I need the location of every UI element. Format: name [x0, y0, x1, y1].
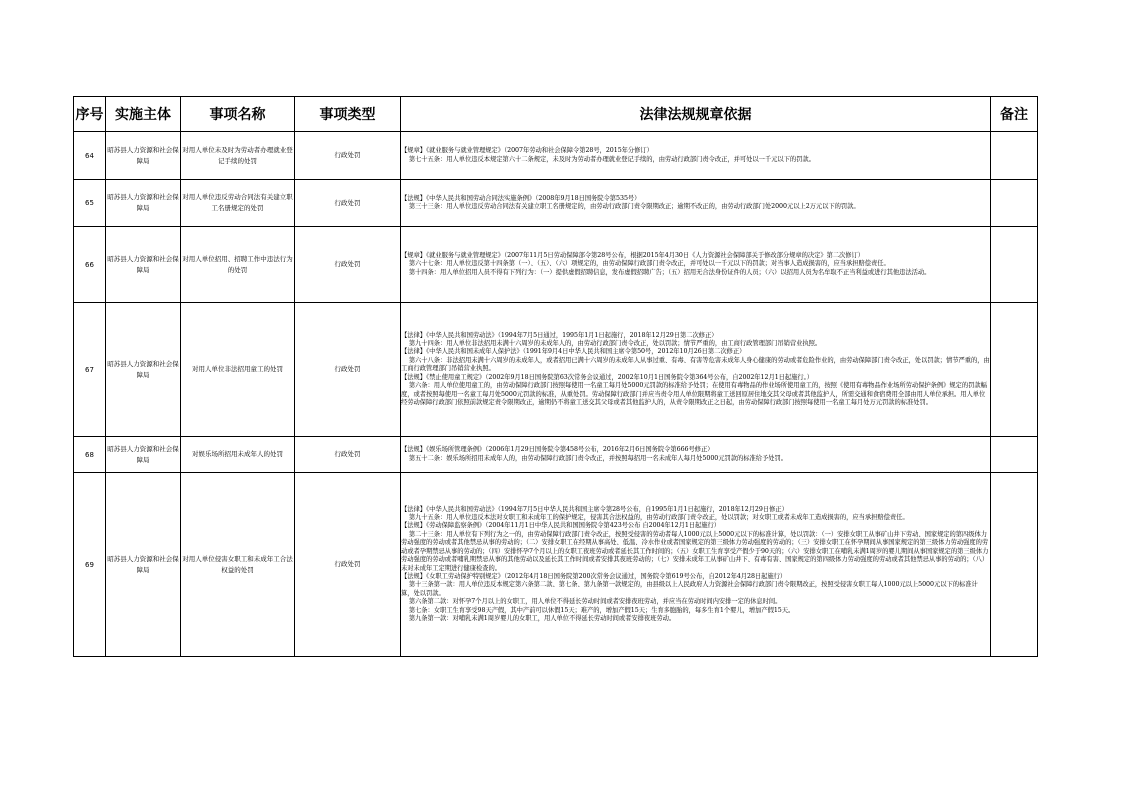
row-item-type: 行政处罚	[295, 303, 401, 437]
row-number: 65	[74, 180, 106, 227]
row-subject: 昭苏县人力资源和社会保障局	[106, 437, 181, 473]
row-item-name: 对用人单位招用、招聘工作中违法行为的处罚	[181, 227, 295, 303]
row-legal-basis: 【法律】《中华人民共和国劳动法》（1994年7月5日中华人民共和国主席令第28号公布，自1995年1月1日起施行，2018年12月29日修正） 第九十五条：用人单位违反本法对女职工和未成年工的保护规定，侵害其合法权益的，由劳动行政部门责令改正，处以罚款；对女职工或者未成年工造成损害的，应当承担赔偿责任。 【法规】《劳动保障监察条例》（2004年11月1日中华人民共和国国务院令第423号公布 自2004年12月1日起施行） 第二十三条：用人单位有下列行为之一的，由劳动保障行政部门责令改正，按照受侵害的劳动者每人1000元以上5000元以下的标准计算，处以罚款：（一）安排女职工从事矿山井下劳动、国家规定的第四级体力劳动强度的劳动或者其他禁忌从事的劳动的；（二）安排女职工在经期从事高处、低温、冷水作业或者国家规定的第三级体力劳动强度的劳动的；（三）安排女职工在怀孕期间从事国家规定的第三级体力劳动强度的劳动或者孕期禁忌从事的劳动的；（四）安排怀孕7个月以上的女职工夜班劳动或者延长其工作时间的；（五）女职工生育享受产假少于90天的；（六）安排女职工在哺乳未满1周岁的婴儿期间从事国家规定的第三级体力劳动强度的劳动或者哺乳期禁忌从事的其他劳动以及延长其工作时间或者安排其夜班劳动的；（七）安排未成年工从事矿山井下、有毒有害、国家规定的第四级体力劳动强度的劳动或者其他禁忌从事的劳动的；（八）未对未成年工定期进行健康检查的。 【法规】《女职工劳动保护特别规定》（2012年4月18日国务院第200次常务会议通过，国务院令第619号公布，自2012年4月28日起施行） 第十三条第一款：用人单位违反本规定第六条第二款、第七条、第九条第一款规定的，由县级以上人民政府人力资源社会保障行政部门责令限期改正，按照受侵害女职工每人1000元以上5000元以下的标准计算，处以罚款。 第六条第二款：对怀孕7个月以上的女职工，用人单位不得延长劳动时间或者安排夜班劳动，并应当在劳动时间内安排一定的休息时间。 第七条：女职工生育享受98天产假，其中产前可以休假15天；难产的，增加产假15天；生育多胞胎的，每多生育1个婴儿，增加产假15天。 第九条第一款：对哺乳未满1周岁婴儿的女职工，用人单位不得延长劳动时间或者安排夜班劳动。	[401, 473, 991, 657]
row-number: 69	[74, 473, 106, 657]
row-subject: 昭苏县人力资源和社会保障局	[106, 303, 181, 437]
row-subject: 昭苏县人力资源和社会保障局	[106, 227, 181, 303]
row-legal-basis: 【法规】《中华人民共和国劳动合同法实施条例》（2008年9月18日国务院令第535号） 第三十三条：用人单位违反劳动合同法有关建立职工名册规定的，由劳动行政部门责令限期改正；逾期不改正的，由劳动行政部门处2000元以上2万元以下的罚款。	[401, 180, 991, 227]
row-item-name: 对用人单位非法招用童工的处罚	[181, 303, 295, 437]
table-row	[74, 437, 1038, 473]
row-number: 64	[74, 132, 106, 180]
row-item-name: 对娱乐场所招用未成年人的处罚	[181, 437, 295, 473]
row-note	[991, 180, 1038, 227]
header-subject: 实施主体	[106, 97, 181, 132]
table-row	[74, 473, 1038, 657]
row-item-type: 行政处罚	[295, 473, 401, 657]
row-note	[991, 132, 1038, 180]
row-item-name: 对用人单位侵害女职工和未成年工合法权益的处罚	[181, 473, 295, 657]
row-subject: 昭苏县人力资源和社会保障局	[106, 473, 181, 657]
row-legal-basis: 【规章】《就业服务与就业管理规定》（2007年11月5日劳动保障部令第28号公布，根据2015年4月30日《人力资源社会保障部关于修改部分规章的决定》第二次修订） 第六十七条：用人单位违反第十四条第（一）、（五）、（六）项规定的，由劳动保障行政部门责令改正，并可处以一千元以下的罚款；对当事人造成损害的，应当承担赔偿责任。 第十四条：用人单位招用人员不得有下列行为：（一）提供虚假招聘信息，发布虚假招聘广告；（五）招用无合法身份证件的人员；（六）以招用人员为名牟取不正当利益或进行其他违法活动。	[401, 227, 991, 303]
row-item-type: 行政处罚	[295, 437, 401, 473]
header-type: 事项类型	[295, 97, 401, 132]
row-item-type: 行政处罚	[295, 180, 401, 227]
header-seq: 序号	[74, 97, 106, 132]
row-item-name: 对用人单位违反劳动合同法有关建立职工名册规定的处罚	[181, 180, 295, 227]
row-note	[991, 473, 1038, 657]
row-legal-basis: 【规章】《就业服务与就业管理规定》（2007年劳动和社会保障令第28号，2015年分修订） 第七十五条：用人单位违反本规定第六十二条规定，未及时为劳动者办理就业登记手续的，由劳动行政部门责令改正，并可处以一千元以下的罚款。	[401, 132, 991, 180]
row-note	[991, 227, 1038, 303]
row-item-type: 行政处罚	[295, 227, 401, 303]
header-row	[74, 97, 1038, 132]
row-item-type: 行政处罚	[295, 132, 401, 180]
table-row	[74, 132, 1038, 180]
row-subject: 昭苏县人力资源和社会保障局	[106, 180, 181, 227]
row-note	[991, 303, 1038, 437]
regulation-table	[73, 96, 1038, 657]
header-basis: 法律法规规章依据	[401, 97, 991, 132]
table-row	[74, 180, 1038, 227]
row-number: 67	[74, 303, 106, 437]
header-name: 事项名称	[181, 97, 295, 132]
row-legal-basis: 【法规】《娱乐场所管理条例》（2006年1月29日国务院令第458号公布，2016年2月6日国务院令第666号修正） 第五十二条：娱乐场所招用未成年人的，由劳动保障行政部门责令改正，并按照每招用一名未成年人每月处5000元罚款的标准给予处罚。	[401, 437, 991, 473]
row-number: 68	[74, 437, 106, 473]
row-number: 66	[74, 227, 106, 303]
row-subject: 昭苏县人力资源和社会保障局	[106, 132, 181, 180]
header-note: 备注	[991, 97, 1038, 132]
row-note	[991, 437, 1038, 473]
table-row	[74, 227, 1038, 303]
row-item-name: 对用人单位未及时为劳动者办理就业登记手续的处罚	[181, 132, 295, 180]
table-row	[74, 303, 1038, 437]
row-legal-basis: 【法律】《中华人民共和国劳动法》（1994年7月5日通过，1995年1月1日起施行，2018年12月29日第二次修正） 第九十四条：用人单位非法招用未满十六周岁的未成年人的，由劳动行政部门责令改正，处以罚款；情节严重的，由工商行政管理部门吊销营业执照。 【法律】《中华人民共和国未成年人保护法》（1991年9月4日中华人民共和国主席令第50号，2012年10月26日第二次修正） 第六十八条：非法招用未满十六周岁的未成年人，或者招用已满十六周岁的未成年人从事过重、有毒、有害等危害未成年人身心健康的劳动或者危险作业的，由劳动保障部门责令改正，处以罚款；情节严重的，由工商行政管理部门吊销营业执照。 【法规】《禁止使用童工规定》（2002年9月18日国务院第63次常务会议通过，2002年10月1日国务院令第364号公布，自2002年12月1日起施行。） 第六条：用人单位使用童工的，由劳动保障行政部门按照每使用一名童工每月处5000元罚款的标准给予处罚；在使用有毒物品的作业场所使用童工的，按照《使用有毒物品作业场所劳动保护条例》规定的罚款幅度，或者按照每使用一名童工每月处5000元罚款的标准，从重处罚。劳动保障行政部门并应当责令用人单位限期将童工送回原居住地交其父母或者其他监护人，所需交通和食宿费用全部由用人单位承担。用人单位经劳动保障行政部门依照前款规定责令限期改正，逾期仍不将童工送交其父母或者其他监护人的，从责令限期改正之日起，由劳动保障行政部门按照每使用一名童工每月处万元罚款的标准处罚。	[401, 303, 991, 437]
